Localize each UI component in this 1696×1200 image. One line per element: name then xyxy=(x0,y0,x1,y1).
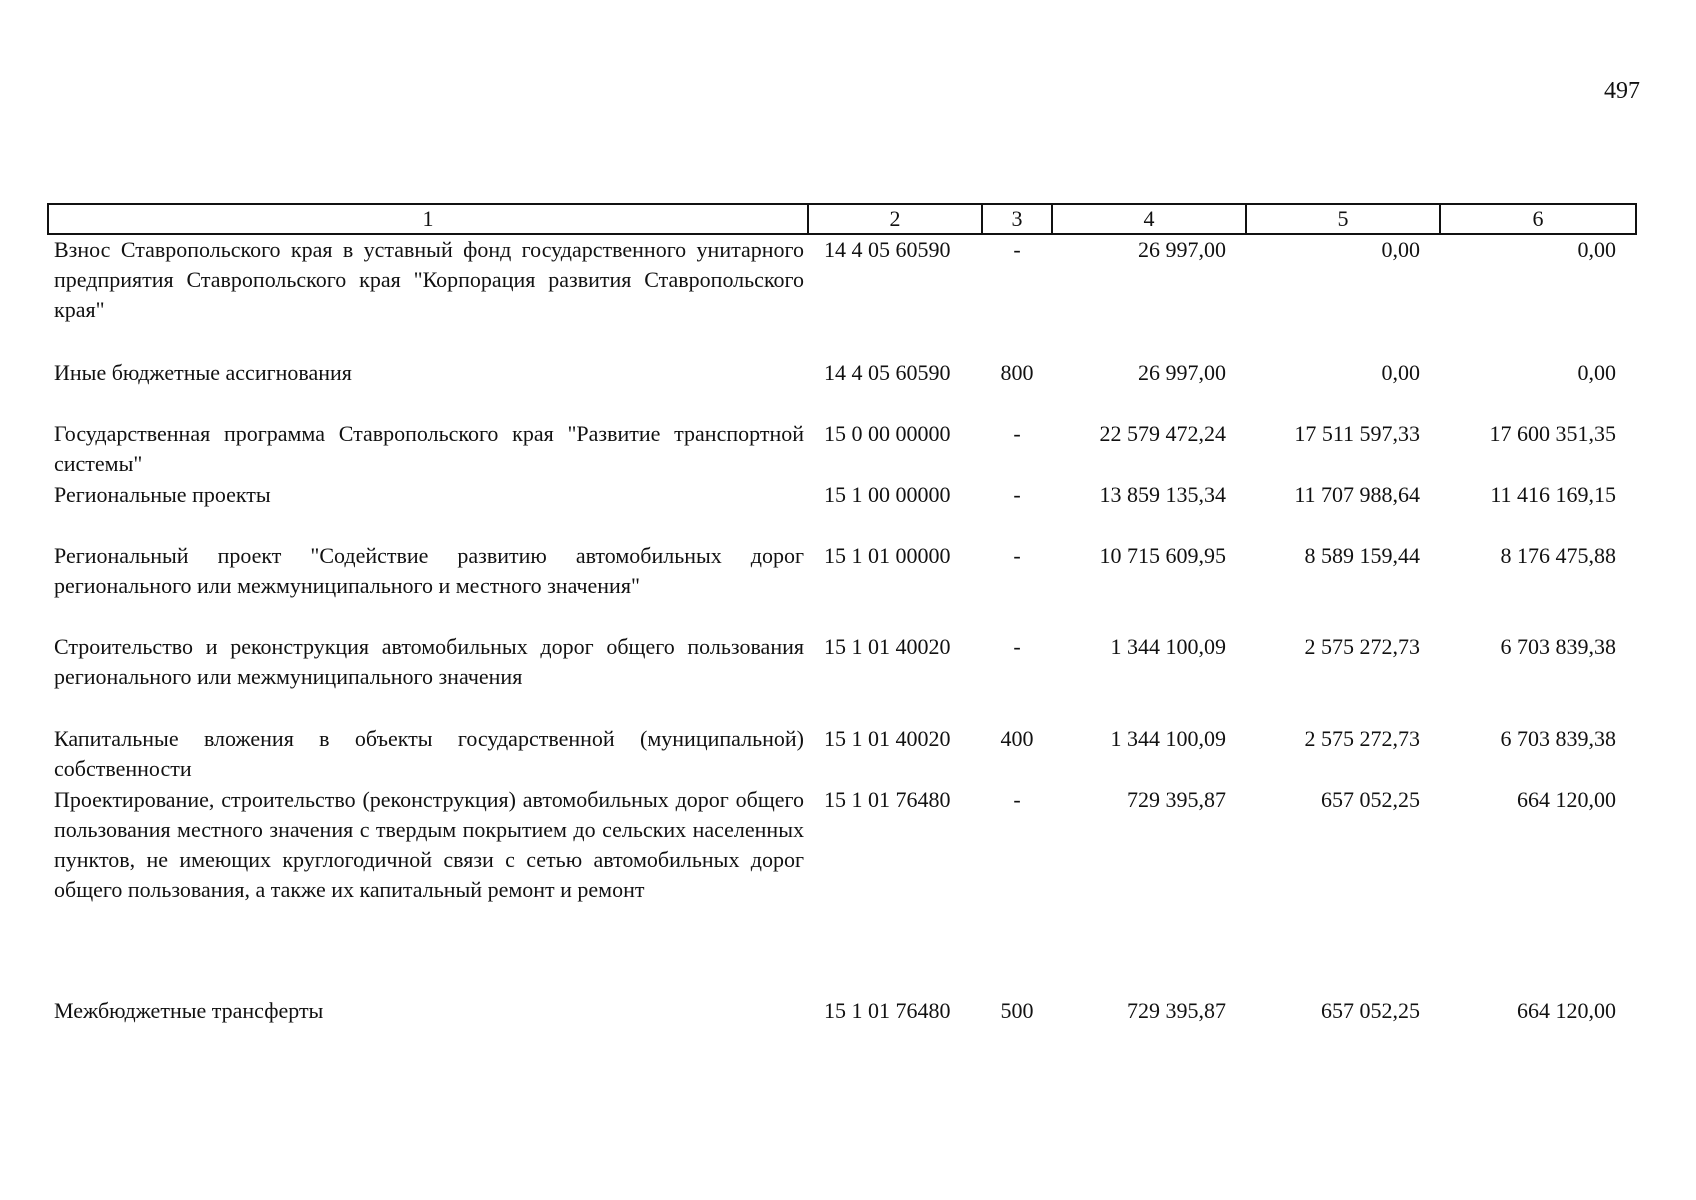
row-expense-type: - xyxy=(1013,482,1021,507)
row-amount-1: 10 715 609,95 xyxy=(1099,543,1226,568)
row-amount-1: 729 395,87 xyxy=(1127,787,1226,812)
row-amount-2: 657 052,25 xyxy=(1321,787,1420,812)
row-expense-type: - xyxy=(1013,237,1021,262)
row-code: 15 0 00 00000 xyxy=(824,421,951,446)
row-name: Проектирование, строительство (реконструкция) автомобильных дорог общего пользования местного значения с твердым покрытием до сельских населенных пунктов, не имеющих круглогодичной связи с сетью автомобильных дорог общего пользования, а также их капитальный ремонт и ремонт xyxy=(54,787,804,902)
table-row xyxy=(48,632,1636,724)
row-name: Капитальные вложения в объекты государственной (муниципальной) собственности xyxy=(54,726,804,781)
row-name: Региональные проекты xyxy=(54,482,271,507)
row-amount-3: 11 416 169,15 xyxy=(1490,482,1616,507)
row-amount-2: 2 575 272,73 xyxy=(1304,634,1420,659)
row-code: 15 1 01 76480 xyxy=(824,787,951,812)
column-header-6: 6 xyxy=(1440,204,1636,234)
row-code: 15 1 00 00000 xyxy=(824,482,951,507)
row-amount-1: 26 997,00 xyxy=(1138,360,1226,385)
row-amount-2: 11 707 988,64 xyxy=(1294,482,1420,507)
row-amount-2: 17 511 597,33 xyxy=(1294,421,1420,446)
row-name: Строительство и реконструкция автомобильных дорог общего пользования регионального или межмуниципального значения xyxy=(54,634,804,689)
row-name: Иные бюджетные ассигнования xyxy=(54,360,352,385)
table-row xyxy=(48,234,1636,358)
row-amount-3: 0,00 xyxy=(1577,237,1616,262)
column-header-3: 3 xyxy=(982,204,1052,234)
table-header-row xyxy=(48,204,1636,234)
row-amount-3: 17 600 351,35 xyxy=(1489,421,1616,446)
table-row xyxy=(48,358,1636,419)
row-amount-1: 1 344 100,09 xyxy=(1110,726,1226,751)
column-header-4: 4 xyxy=(1052,204,1246,234)
row-amount-1: 729 395,87 xyxy=(1127,998,1226,1023)
row-amount-3: 6 703 839,38 xyxy=(1500,634,1616,659)
budget-table xyxy=(47,203,1637,1026)
row-amount-1: 1 344 100,09 xyxy=(1110,634,1226,659)
table-row xyxy=(48,480,1636,541)
row-code: 14 4 05 60590 xyxy=(824,237,951,262)
row-expense-type: - xyxy=(1013,787,1021,812)
row-amount-2: 8 589 159,44 xyxy=(1304,543,1420,568)
column-header-2: 2 xyxy=(808,204,982,234)
row-expense-type: - xyxy=(1013,421,1021,446)
row-code: 15 1 01 40020 xyxy=(824,634,951,659)
row-expense-type: 400 xyxy=(1000,726,1034,751)
row-code: 15 1 01 76480 xyxy=(824,998,951,1023)
row-code: 15 1 01 40020 xyxy=(824,726,951,751)
table-row xyxy=(48,996,1636,1026)
row-amount-3: 6 703 839,38 xyxy=(1500,726,1616,751)
page-number: 497 xyxy=(1604,78,1640,104)
row-amount-3: 0,00 xyxy=(1577,360,1616,385)
table-row xyxy=(48,419,1636,480)
row-name: Региональный проект "Содействие развитию автомобильных дорог регионального или межмуниципального и местного значения" xyxy=(54,543,804,598)
column-header-1: 1 xyxy=(48,204,808,234)
row-amount-3: 664 120,00 xyxy=(1517,787,1616,812)
row-expense-type: 800 xyxy=(1000,360,1034,385)
row-expense-type: - xyxy=(1013,634,1021,659)
row-name: Межбюджетные трансферты xyxy=(54,998,324,1023)
row-amount-2: 0,00 xyxy=(1381,237,1420,262)
table-row xyxy=(48,785,1636,996)
row-code: 14 4 05 60590 xyxy=(824,360,951,385)
row-expense-type: - xyxy=(1013,543,1021,568)
row-amount-1: 13 859 135,34 xyxy=(1099,482,1226,507)
row-amount-3: 664 120,00 xyxy=(1517,998,1616,1023)
row-amount-2: 657 052,25 xyxy=(1321,998,1420,1023)
table-row xyxy=(48,541,1636,632)
row-amount-1: 22 579 472,24 xyxy=(1099,421,1226,446)
row-amount-2: 2 575 272,73 xyxy=(1304,726,1420,751)
column-header-5: 5 xyxy=(1246,204,1440,234)
row-amount-1: 26 997,00 xyxy=(1138,237,1226,262)
row-amount-2: 0,00 xyxy=(1381,360,1420,385)
row-code: 15 1 01 00000 xyxy=(824,543,951,568)
row-amount-3: 8 176 475,88 xyxy=(1500,543,1616,568)
row-name: Взнос Ставропольского края в уставный фонд государственного унитарного предприятия Ставропольского края "Корпорация развития Ставропольского края" xyxy=(54,237,804,322)
table-row xyxy=(48,724,1636,785)
row-expense-type: 500 xyxy=(1000,998,1034,1023)
row-name: Государственная программа Ставропольского края "Развитие транспортной системы" xyxy=(54,421,804,476)
